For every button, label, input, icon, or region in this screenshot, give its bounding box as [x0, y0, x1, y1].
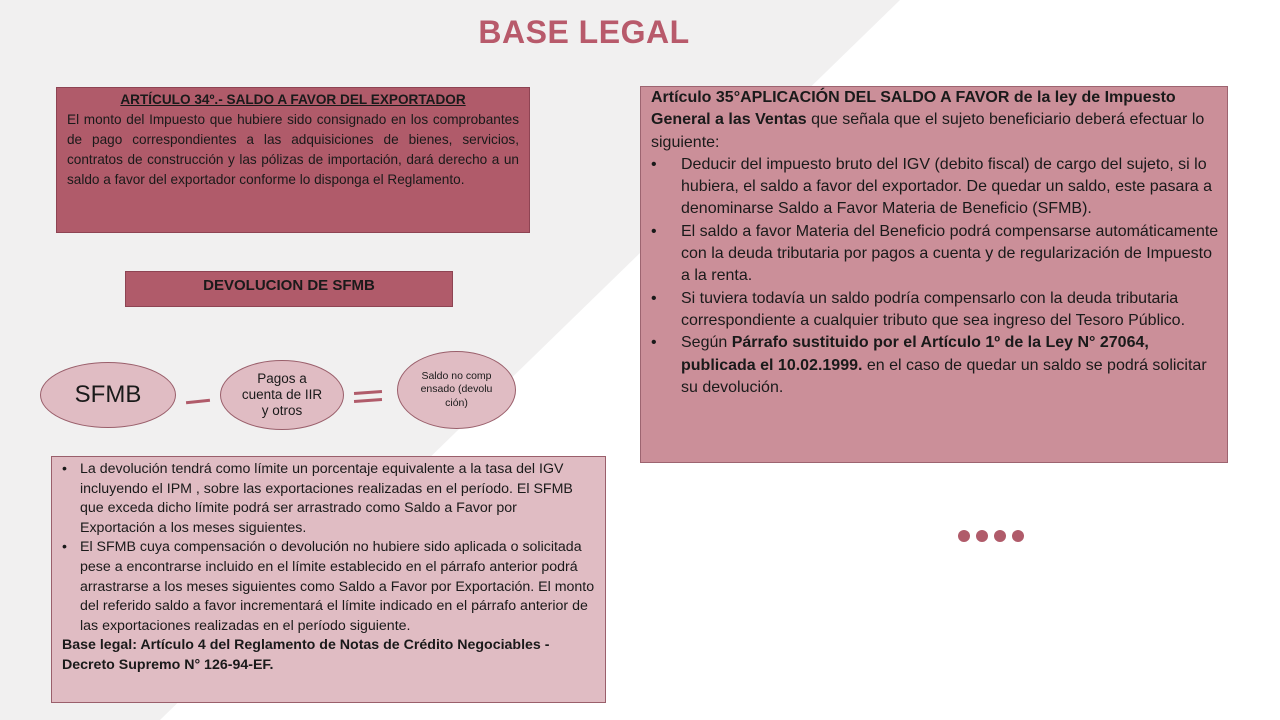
- dot: [994, 530, 1006, 542]
- articulo-35-intro: [651, 87, 1219, 154]
- devolucion-bullet: • El SFMB cuya compensación o devolución no hubiere sido aplicada o solicitada pese a encontrarse incluido en el límite establecido en el párrafo anterior podrá arrastrarse a los meses siguientes como Saldo a Favor por Exportación. El monto del referido saldo a favor incrementará el límite indicado en el párrafo anterior de las exportaciones realizadas en el período siguiente.: [62, 538, 595, 636]
- last-bullet-bold: Párrafo sustituido por el Artículo 1º de la Ley N° 27064, publicada el 10.02.1999.: [681, 334, 1149, 374]
- saldo-label: Saldo no compensado (devolución): [420, 369, 493, 409]
- articulo-35-intro-rest: que señala que el sujeto beneficiario deberá efectuar lo siguiente:: [651, 111, 1205, 151]
- articulo-35-intro-bold: Artículo 35°APLICACIÓN DEL SALDO A FAVOR de la ley de Impuesto General a las Ventas: [651, 89, 1176, 129]
- dot: [1012, 530, 1024, 542]
- base-legal-note: Base legal: Artículo 4 del Reglamento de Notas de Crédito Negociables - Decreto Supremo N° 126-94-EF.: [62, 637, 550, 673]
- articulo-35-bullet-list: [651, 154, 1219, 399]
- last-bullet-post: en el caso de quedar un saldo se podrá solicitar su devolución.: [681, 356, 1207, 396]
- devolucion-bullet: • La devolución tendrá como límite un porcentaje equivalente a la tasa del IGV incluyendo el IPM , sobre las exportaciones realizadas en el período. El SFMB que exceda dicho límite podrá ser arrastrado como Saldo a Favor por Exportación a los meses siguientes.: [62, 460, 595, 538]
- sfmb-ellipse: [40, 362, 176, 428]
- devolucion-bullet-list: [62, 460, 595, 636]
- sfmb-label: SFMB: [74, 381, 142, 408]
- devolucion-title: DEVOLUCION DE SFMB: [125, 271, 453, 307]
- articulo-34-box: [56, 87, 530, 233]
- articulo-35-bullet: • Deducir del impuesto bruto del IGV (debito fiscal) de cargo del sujeto, si lo hubiera, el saldo a favor del exportador. De quedar un saldo, este pasara a denominarse Saldo a Favor Materia de Beneficio (SFMB).: [651, 154, 1219, 221]
- last-bullet-pre: Según: [681, 334, 732, 352]
- articulo-35-box: [640, 86, 1228, 463]
- articulo-35-bullet: • Si tuviera todavía un saldo podría compensarlo con la deuda tributaria correspondiente a cualquier tributo que sea ingreso del Tesoro Público.: [651, 288, 1219, 333]
- articulo-35-bullet: • El saldo a favor Materia del Beneficio podrá compensarse automáticamente con la deuda tributaria por pagos a cuenta y de regularización de Impuesto a la renta.: [651, 221, 1219, 288]
- slide-title: BASE LEGAL: [478, 14, 690, 50]
- pagos-ellipse: [220, 360, 344, 430]
- devolucion-list-box: [51, 456, 606, 703]
- decorative-dots: [958, 530, 1024, 542]
- saldo-ellipse: [397, 351, 516, 429]
- dot: [976, 530, 988, 542]
- dot: [958, 530, 970, 542]
- articulo-35-bullet-last: [651, 332, 1219, 399]
- articulo-34-heading: ARTÍCULO 34º.- SALDO A FAVOR DEL EXPORTADOR: [120, 92, 466, 107]
- pagos-label: Pagos a cuenta de IIR y otros: [241, 371, 323, 418]
- articulo-34-body: El monto del Impuesto que hubiere sido consignado en los comprobantes de pago correspondientes a las adquisiciones de bienes, servicios, contratos de construcción y las pólizas de importación, dará derecho a un saldo a favor del exportador conforme lo disponga el Reglamento.: [67, 112, 519, 187]
